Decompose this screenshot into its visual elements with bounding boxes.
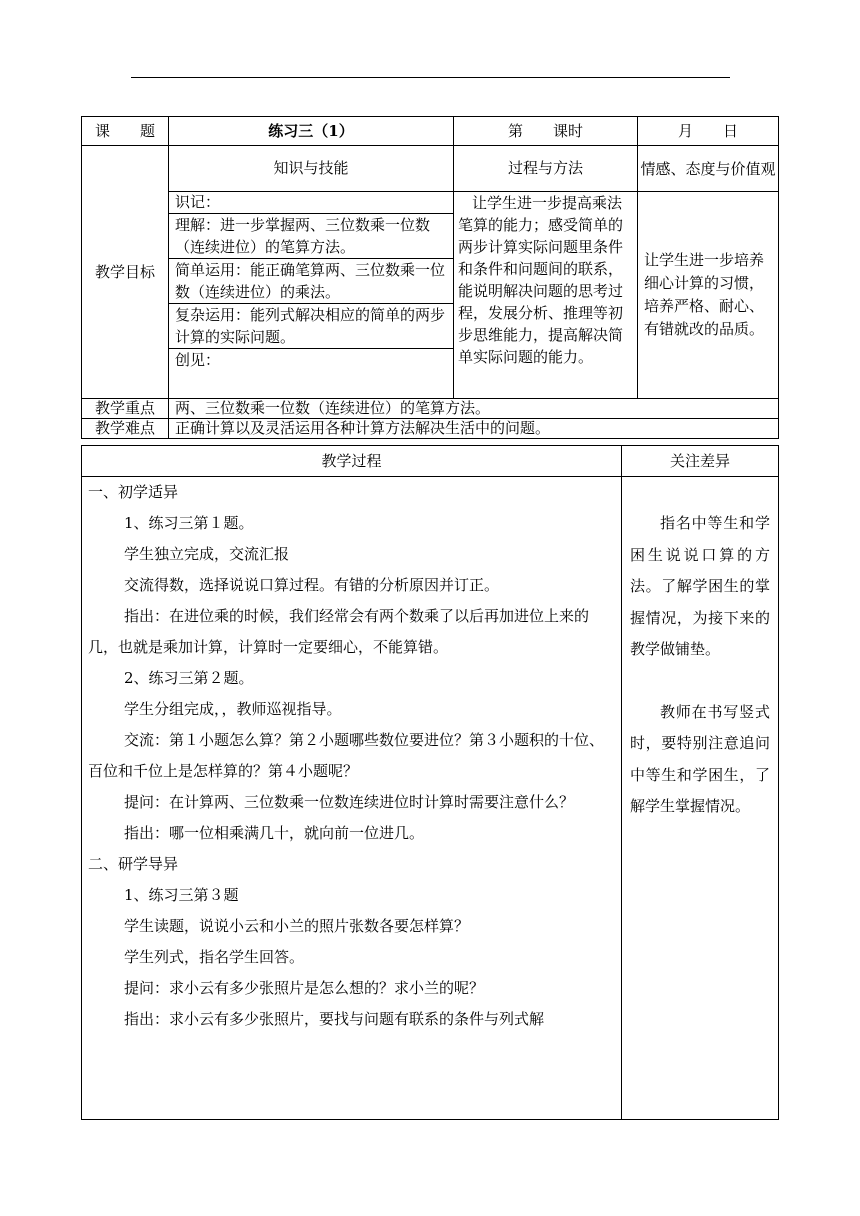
exercise-item: 1、练习三第１题。 (124, 514, 254, 532)
knowledge-item-complex-apply: 复杂运用：能列式解决相应的简单的两步计算的实际问题。 (169, 304, 454, 349)
process-paragraph: 交流：第１小题怎么算？第２小题哪些数位要进位？第３小题积的十位、百位和千位上是怎样算的？第４小题呢？ (88, 731, 605, 780)
knowledge-item-simple-apply: 简单运用：能正确笔算两、三位数乘一位数（连续进位）的乘法。 (169, 259, 454, 304)
process-paragraph: 学生独立完成，交流汇报 (124, 545, 290, 563)
process-paragraph: 交流得数，选择说说口算过程。有错的分析原因并订正。 (124, 576, 500, 594)
attention-notes (622, 477, 779, 1120)
process-header: 过程与方法 (454, 146, 638, 192)
process-objective-text: 让学生进一步提高乘法笔算的能力；感受简单的两步计算实际问题里条件和条件和问题间的联系，能说明解决问题的思考过程，发展分析、推理等初步思维能力，提高解决简单实际问题的能力。 (454, 192, 638, 399)
date-label: 月 日 (638, 117, 779, 146)
process-paragraph: 指出：求小云有多少张照片，要找与问题有联系的条件与列式解 (124, 1010, 545, 1028)
attitude-objective-text: 让学生进一步培养细心计算的习惯，培养严格、耐心、有错就改的品质。 (638, 192, 779, 399)
header-rule (131, 77, 730, 78)
process-section-header: 教学过程 (82, 446, 622, 477)
key-point-text: 两、三位数乘一位数（连续进位）的笔算方法。 (169, 399, 779, 419)
objectives-label: 教学目标 (82, 146, 169, 399)
lesson-number-label: 第 课时 (454, 117, 638, 146)
knowledge-header: 知识与技能 (169, 146, 454, 192)
key-point-label: 教学重点 (82, 399, 169, 419)
process-paragraph: 指出：哪一位相乘满几十，就向前一位进几。 (124, 824, 425, 842)
difficulty-text: 正确计算以及灵活运用各种计算方法解决生活中的问题。 (169, 419, 779, 439)
process-paragraph: 学生读题，说说小云和小兰的照片张数各要怎样算？ (124, 917, 470, 935)
process-content (82, 477, 622, 1120)
process-paragraph: 学生列式，指名学生回答。 (124, 948, 305, 966)
process-paragraph: 学生分组完成，，教师巡视指导。 (124, 700, 342, 718)
lesson-info-table (81, 116, 779, 439)
lesson-title: 练习三（1） (169, 117, 454, 146)
attention-section-header: 关注差异 (622, 446, 779, 477)
difficulty-label: 教学难点 (82, 419, 169, 439)
section-heading: 一、初学适异 (88, 483, 179, 501)
knowledge-item-understand: 理解：进一步掌握两、三位数乘一位数（连续进位）的笔算方法。 (169, 214, 454, 259)
process-paragraph: 提问：在计算两、三位数乘一位数连续进位时计算时需要注意什么？ (124, 793, 575, 811)
attitude-header: 情感、态度与价值观 (638, 146, 779, 192)
attention-note: 指名中等生和学困生说说口算的方法。了解学困生的掌握情况，为接下来的教学做铺垫。 (630, 514, 770, 658)
knowledge-item-recall: 识记： (169, 192, 454, 214)
attention-note: 教师在书写竖式时，要特别注意追问中等生和学困生，了解学生掌握情况。 (630, 702, 770, 815)
teaching-process-table (81, 445, 779, 1120)
process-paragraph: 指出：在进位乘的时候，我们经常会有两个数乘了以后再加进位上来的几，也就是乘加计算，计算时一定要细心，不能算错。 (88, 607, 590, 656)
exercise-item: 2、练习三第２题。 (124, 669, 254, 687)
knowledge-item-insight: 创见： (169, 349, 454, 399)
topic-label: 课 题 (82, 117, 169, 146)
exercise-item: 1、练习三第３题 (124, 886, 239, 904)
section-heading: 二、研学导异 (88, 855, 179, 873)
process-paragraph: 提问：求小云有多少张照片是怎么想的？求小兰的呢？ (124, 979, 485, 997)
